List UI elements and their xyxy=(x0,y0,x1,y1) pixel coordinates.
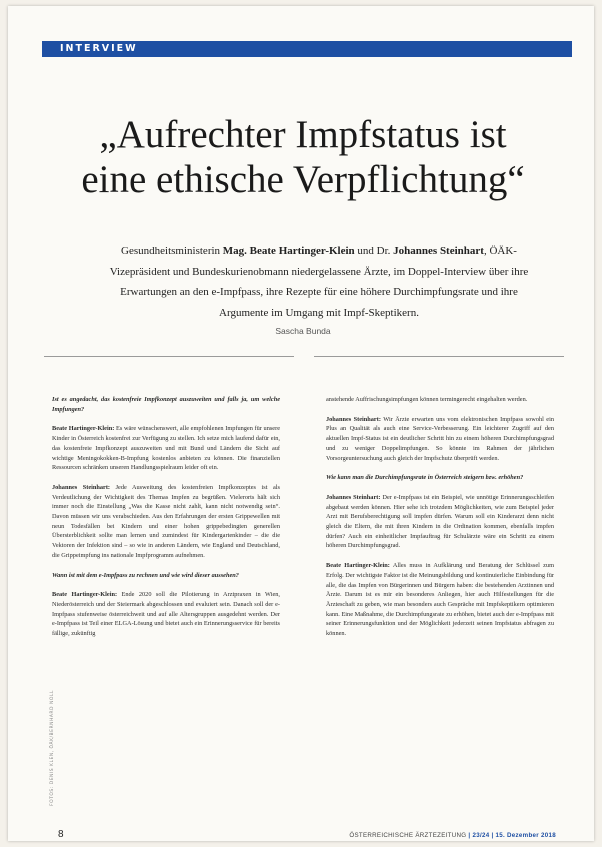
publication-name: ÖSTERREICHISCHE ÄRZTEZEITUNG xyxy=(349,832,467,839)
column-right xyxy=(326,395,554,649)
footer-publication xyxy=(349,832,556,839)
answer-text: Es wäre wünschenswert, alle empfohlenen Impfungen für unsere Kinder in Österreich kostenfrei zur Verfügung zu stellen. Ich setze mich laufend dafür ein, das kostenfreie Impfkonzept auszuweiten und mit Bund und Ländern die Sicht auf wichtige Meningokokken-B-Impfung kostenlos anbieten zu können. Die finanziellen Ressourcen schränken unseren Handlungsspielraum leider oft ein. xyxy=(52,425,280,472)
lead-name-1: Mag. Beate Hartinger-Klein xyxy=(222,245,355,257)
author-byline: Sascha Bunda xyxy=(275,326,331,336)
magazine-page xyxy=(8,6,594,841)
speaker: Johannes Steinhart: xyxy=(326,415,381,423)
lead-text-1: Gesundheitsministerin xyxy=(121,245,223,257)
speaker: Johannes Steinhart: xyxy=(326,493,381,501)
divider-right xyxy=(314,356,564,357)
answer-2 xyxy=(52,483,280,561)
answer-text: Ende 2020 soll die Pilotierung in Arztpraxen in Wien, Niederösterreich und der Steiermark abgeschlossen und evaluiert sein. Danach soll der e-Impfpass stufenweise österreichweit und auf alle Altersgruppen ausgedehnt werden. Der e-Impfpass ist Teil einer ELGA-Lösung und bietet auch ein Erinnerungsservice für bereits fällige, zukünftig xyxy=(52,591,280,638)
headline-line-2: eine ethische Verpflichtung“ xyxy=(81,158,525,201)
section-band xyxy=(42,41,572,57)
question-1: Ist es angedacht, das kostenfreie Impfkonzept auszuweiten und falls ja, um welche Impfungen? xyxy=(52,396,280,413)
answer-text: Wir Ärzte erwarten uns vom elektronischen Impfpass sowohl ein Plus an Qualität als auch eine Service-Verbesserung. Ein leichterer Zugriff auf den aktuellen Impf-Status ist ein deutlicher Schritt hin zu einem höheren Durchimpfungsgrad und zu weniger Doppelimpfungen. So könnte im Rahmen der jährlichen Vorsorgeuntersuchung auch gleich der Impfschutz überprüft werden. xyxy=(326,415,554,462)
speaker: Beate Hartinger-Klein: xyxy=(52,591,118,599)
answer-text: Der e-Impfpass ist ein Beispiel, wie unnötige Erinnerungsschleifen abgebaut werden können. Hier sehe ich trotzdem Möglichkeiten, wie zum Beispiel jeder Arzt mit Berufsberechtigung soll impfen dürfen. Warum soll ein Kinderarzt denn nicht gleich die Eltern, die mit ihren Kindern in die Ordination kommen, ebenfalls impfen dürfen? Auch ein einheitlicher Impfauftrag für Schulärzte wäre ein Schritt zu einem höheren Durchimpfungsgrad. xyxy=(326,493,554,550)
answer-4 xyxy=(326,415,554,464)
headline xyxy=(38,112,568,202)
headline-line-1: „Aufrechter Impfstatus ist xyxy=(99,113,507,156)
section-label: INTERVIEW xyxy=(60,43,138,54)
answer-6 xyxy=(326,561,554,639)
answer-5 xyxy=(326,493,554,551)
lead-name-2: Johannes Steinhart xyxy=(393,245,484,257)
answer-3-continued: anstehende Auffrischungsimpfungen können termingerecht eingehalten werden. xyxy=(326,396,528,403)
photo-credit: FOTOS: DENIS KLEN, ÖÄK/BERNHARD NOLL xyxy=(50,690,55,806)
answer-3 xyxy=(52,590,280,639)
question-3: Wie kann man die Durchimpfungsrate in Österreich steigern bzw. erhöhen? xyxy=(326,474,524,482)
speaker: Beate Hartinger-Klein: xyxy=(52,425,115,433)
answer-text: Alles muss in Aufklärung und Beratung der Schlüssel zum Erfolg. Der wichtigste Faktor ist die Meinungsbildung und kontinuierliche Einbindung für alle, die das Impfen von Bürgerinnen und Bürgern haben: die bestehenden Arztinnen und Ärzte. Darum ist es mir ein besonderes Anliegen, hier auch Hilfestellungen für die Ärzteschaft zu geben, wie man besonders auch Gespräche mit Impfskeptikern optimieren kann. Eine Maßnahme, die Durchimpfungsrate zu erhöhen, bietet auch der e-Impfpass mit seiner Erinnerungsfunktion und der Möglichkeit jederzeit seinen Impfstatus abfragen zu können. xyxy=(326,562,554,638)
lead-text-3: , ÖÄK-Vizepräsident und Bundeskurienobmann niedergelassene Ärzte, im Doppel-Interview über ihre Erwartungen an den e-Impfpass, ihre Rezepte für eine höhere Durchimpfungsrate und ihre Argumente im Umgang mit Impf-Skeptikern. xyxy=(109,245,529,319)
lead-paragraph xyxy=(104,241,534,323)
column-left xyxy=(52,395,280,649)
answer-1 xyxy=(52,424,280,473)
speaker: Johannes Steinhart: xyxy=(52,483,111,491)
lead-text-2: und Dr. xyxy=(354,245,394,257)
page-number: 8 xyxy=(58,829,64,840)
divider-left xyxy=(44,356,294,357)
issue-info: | 23/24 | 15. Dezember 2018 xyxy=(466,832,556,839)
question-2: Wann ist mit dem e-Impfpass zu rechnen und wie wird dieser aussehen? xyxy=(52,571,239,579)
speaker: Beate Hartinger-Klein: xyxy=(326,562,390,570)
answer-text: Jede Ausweitung des kostenfreien Impfkonzeptes ist als Verdeutlichung der Wichtigkeit des Themas Impfen zu begrüßen. Vielerorts hält sich immer noch die Einstellung „Was die Kasse nicht zahlt, kann nicht notwendig sein“. Davon müssen wir uns verabschieden. Aus den Erfahrungen der ersten Grippewellen mit neun Todesfällen bei Kindern und einer hohen grippebedingten generellen Übersterblichkeit sollte man lernen und zumindest für Kindergartenkinder – die die Vektoren der Infektion sind – so wie in anderen Ländern, wie England und Deutschland, die Grippeimpfung ins nationale Impfprogramm aufnehmen. xyxy=(52,483,280,559)
